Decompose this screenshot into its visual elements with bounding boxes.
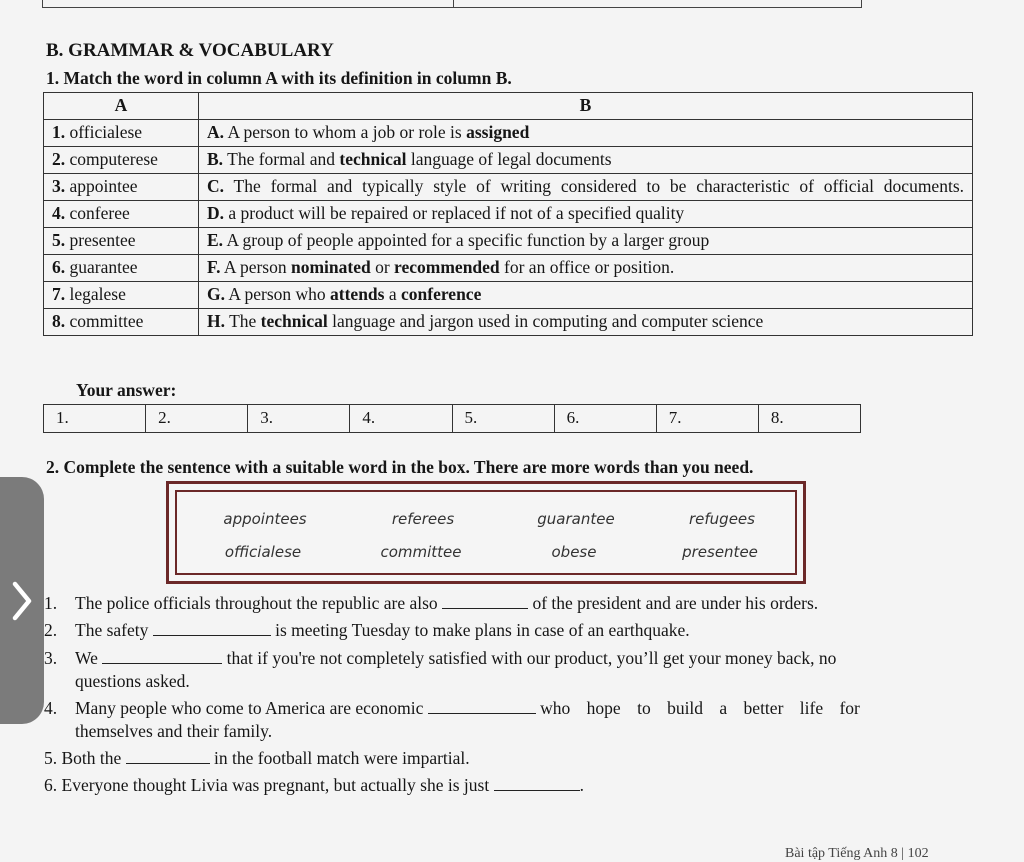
answer-cell[interactable]: 7. bbox=[656, 405, 758, 432]
sentence-text-before: The safety bbox=[75, 620, 149, 640]
word-cell bbox=[44, 309, 199, 336]
table-header-row bbox=[44, 93, 973, 120]
word-box-inner-border bbox=[175, 490, 797, 575]
sentence-text-after: is meeting Tuesday to make plans in case of an earthquake. bbox=[275, 620, 690, 640]
chevron-right-icon bbox=[11, 581, 33, 621]
table-divider bbox=[453, 0, 454, 7]
definition-text: The formal and typically style of writing considered to be characteristic of official documents. bbox=[233, 176, 964, 196]
word-option: presentee bbox=[682, 543, 758, 561]
word-cell bbox=[44, 228, 199, 255]
answer-blank[interactable] bbox=[102, 647, 222, 664]
word-number: 2. bbox=[52, 149, 66, 169]
answer-cell[interactable]: 3. bbox=[247, 405, 349, 432]
definition-letter: C. bbox=[207, 176, 225, 196]
exercise1-heading: 1. Match the word in column A with its definition in column B. bbox=[46, 68, 512, 88]
definition-letter: G. bbox=[207, 284, 225, 304]
word-option: guarantee bbox=[537, 510, 615, 528]
answer-cell[interactable]: 1. bbox=[56, 408, 69, 427]
sentence-text-after: that if you're not completely satisfied with our product, you’ll get your money back, no bbox=[226, 648, 837, 668]
table-row bbox=[44, 282, 973, 309]
word-text: conferee bbox=[69, 203, 130, 223]
definition-letter: E. bbox=[207, 230, 224, 250]
previous-page-button[interactable] bbox=[0, 477, 44, 724]
answer-blank[interactable] bbox=[126, 747, 210, 764]
sentence-text-before: Both the bbox=[61, 748, 122, 768]
sentence-4-continuation: themselves and their family. bbox=[75, 721, 273, 741]
sentence-text-after: who hope to build a better life for bbox=[540, 698, 860, 718]
word-box bbox=[166, 481, 806, 584]
word-cell bbox=[44, 255, 199, 282]
word-number: 6. bbox=[52, 257, 66, 277]
definition-cell bbox=[199, 147, 973, 174]
sentence-6 bbox=[44, 773, 584, 797]
answer-blank[interactable] bbox=[494, 774, 580, 791]
sentence-text-before: Many people who come to America are economic bbox=[75, 698, 424, 718]
word-text: officialese bbox=[69, 122, 143, 142]
table-row bbox=[44, 201, 973, 228]
word-text: guarantee bbox=[69, 257, 138, 277]
table-row bbox=[44, 255, 973, 282]
sentence-number: 1. bbox=[44, 593, 58, 613]
answer-blank[interactable] bbox=[442, 592, 528, 609]
definition-text: A person who attends a conference bbox=[228, 284, 482, 304]
word-cell bbox=[44, 282, 199, 309]
sentence-3 bbox=[44, 646, 836, 670]
section-title: B. GRAMMAR & VOCABULARY bbox=[46, 40, 334, 61]
sentence-4 bbox=[44, 696, 860, 720]
answer-grid bbox=[43, 404, 861, 433]
previous-table-fragment bbox=[42, 0, 862, 8]
answer-cell[interactable]: 2. bbox=[145, 405, 247, 432]
definition-letter: H. bbox=[207, 311, 225, 331]
word-number: 8. bbox=[52, 311, 66, 331]
answer-cell[interactable]: 6. bbox=[554, 405, 656, 432]
word-option: officialese bbox=[224, 543, 302, 561]
definition-letter: B. bbox=[207, 149, 224, 169]
word-number: 5. bbox=[52, 230, 66, 250]
your-answer-label: Your answer: bbox=[76, 380, 177, 400]
sentence-number: 4. bbox=[44, 698, 58, 718]
definition-text: a product will be repaired or replaced if not of a specified quality bbox=[228, 203, 685, 223]
table-row bbox=[44, 309, 973, 336]
word-option: obese bbox=[551, 543, 597, 561]
column-b-header: B bbox=[199, 93, 973, 120]
definition-cell bbox=[199, 228, 973, 255]
word-text: computerese bbox=[69, 149, 158, 169]
definition-text: A person to whom a job or role is assigned bbox=[227, 122, 530, 142]
answer-cell[interactable]: 8. bbox=[758, 405, 860, 432]
definition-text: A group of people appointed for a specific function by a larger group bbox=[226, 230, 710, 250]
sentence-1 bbox=[44, 591, 818, 615]
word-number: 4. bbox=[52, 203, 66, 223]
definition-letter: F. bbox=[207, 257, 221, 277]
sentence-2 bbox=[44, 618, 690, 642]
table-row bbox=[44, 120, 973, 147]
matching-table bbox=[43, 92, 973, 336]
sentence-5 bbox=[44, 746, 470, 770]
exercise2-heading: 2. Complete the sentence with a suitable word in the box. There are more words than you need. bbox=[46, 457, 754, 477]
sentence-text-before: We bbox=[75, 648, 98, 668]
word-option: committee bbox=[380, 543, 462, 561]
word-number: 1. bbox=[52, 122, 66, 142]
sentence-number: 5. bbox=[44, 748, 58, 768]
definition-text: The technical language and jargon used in computing and computer science bbox=[229, 311, 764, 331]
definition-letter: A. bbox=[207, 122, 225, 142]
table-row bbox=[44, 174, 973, 201]
table-row bbox=[44, 147, 973, 174]
word-number: 7. bbox=[52, 284, 66, 304]
definition-cell bbox=[199, 174, 973, 201]
definition-text: A person nominated or recommended for an office or position. bbox=[223, 257, 675, 277]
sentence-text-after: of the president and are under his orders. bbox=[532, 593, 819, 613]
answer-blank[interactable] bbox=[428, 697, 536, 714]
word-option: refugees bbox=[689, 510, 755, 528]
table-row bbox=[44, 228, 973, 255]
sentence-text-after: . bbox=[579, 775, 584, 795]
word-text: presentee bbox=[69, 230, 136, 250]
definition-text: The formal and technical language of legal documents bbox=[227, 149, 612, 169]
definition-cell bbox=[199, 201, 973, 228]
sentence-number: 6. bbox=[44, 775, 58, 795]
sentence-3-continuation: questions asked. bbox=[75, 671, 190, 691]
page-footer: Bài tập Tiếng Anh 8 | 102 bbox=[785, 846, 929, 861]
answer-cell[interactable]: 5. bbox=[452, 405, 554, 432]
sentence-number: 2. bbox=[44, 620, 58, 640]
word-cell bbox=[44, 147, 199, 174]
sentence-text-after: in the football match were impartial. bbox=[214, 748, 470, 768]
sentence-number: 3. bbox=[44, 648, 58, 668]
word-text: committee bbox=[69, 311, 144, 331]
word-option: referees bbox=[391, 510, 455, 528]
word-cell bbox=[44, 174, 199, 201]
sentence-text-before: The police officials throughout the republic are also bbox=[75, 593, 438, 613]
answer-blank[interactable] bbox=[153, 619, 271, 636]
definition-cell bbox=[199, 120, 973, 147]
word-number: 3. bbox=[52, 176, 66, 196]
definition-cell bbox=[199, 282, 973, 309]
definition-cell bbox=[199, 255, 973, 282]
word-cell bbox=[44, 201, 199, 228]
definition-letter: D. bbox=[207, 203, 225, 223]
answer-cell[interactable]: 4. bbox=[349, 405, 451, 432]
word-option: appointees bbox=[223, 510, 307, 528]
definition-cell bbox=[199, 309, 973, 336]
word-text: legalese bbox=[69, 284, 126, 304]
sentence-text-before: Everyone thought Livia was pregnant, but actually she is just bbox=[61, 775, 490, 795]
column-a-header: A bbox=[44, 93, 199, 120]
word-cell bbox=[44, 120, 199, 147]
word-text: appointee bbox=[69, 176, 138, 196]
